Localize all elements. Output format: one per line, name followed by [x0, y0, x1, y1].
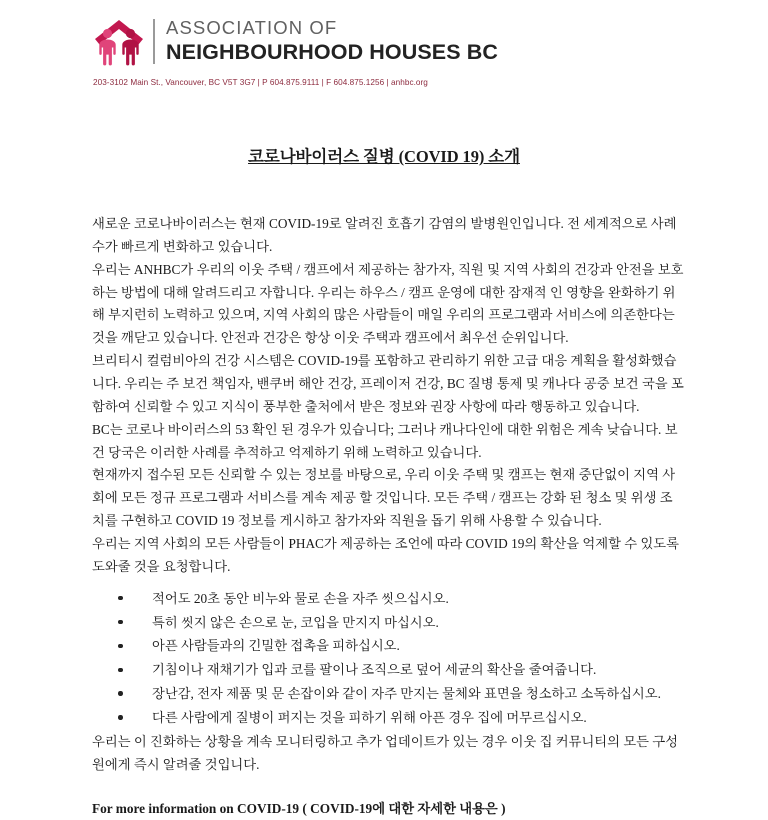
paragraph: 우리는 ANHBC가 우리의 이웃 주택 / 캠프에서 제공하는 참가자, 직원 및 지역 사회의 건강과 안전을 보호하는 방법에 대해 알려드리고 자합니다. 우리는 하우스 / 캠프 운영에 대한 잠재적 인 영향을 완화하기 위해 부지런히 노력하고 있으며, 지역 사회의 많은 사람들이 매일 우리의 프로그램과 서비스에 의존한다는 것을 깨닫고 있습니다. 안전과 건강은 항상 이웃 주택과 캠프에서 최우선 순위입니다. [92, 261, 684, 346]
page-title: 코로나바이러스 질병 (COVID 19) 소개 [248, 147, 520, 166]
closing-paragraph: 우리는 이 진화하는 상황을 계속 모니터링하고 추가 업데이트가 있는 경우 이웃 집 커뮤니티의 모든 구성원에게 즉시 알려줄 것입니다. [92, 733, 679, 772]
paragraph: BC는 코로나 바이러스의 53 확인 된 경우가 있습니다; 그러나 캐나다인에 대한 위험은 계속 낮습니다. 보건 당국은 이러한 사례를 추적하고 억제하기 위해 노력하고 있습니다. [92, 421, 678, 460]
org-name-line-2: NEIGHBOURHOOD HOUSES BC [166, 39, 498, 64]
paragraph: 새로운 코로나바이러스는 현재 COVID-19로 알려진 호흡기 감염의 발병원인입니다. 전 세계적으로 사례 수가 빠르게 변화하고 있습니다. [92, 216, 677, 254]
bullet-icon [118, 668, 123, 673]
list-item [118, 659, 684, 682]
logo-divider [153, 19, 155, 64]
org-name-line-1: ASSOCIATION OF [166, 17, 338, 38]
paragraph: 현재까지 접수된 모든 신뢰할 수 있는 정보를 바탕으로, 우리 이웃 주택 및 캠프는 현재 중단없이 지역 사회에 모든 정규 프로그램과 서비스를 계속 제공 할 것입니다. 모든 주택 / 캠프는 강화 된 청소 및 위생 조치를 구현하고 COVID 19 정보를 게시하고 참가자와 직원을 돕기 위해 사용할 수 있습니다. [92, 467, 676, 529]
list-item-label: 기침이나 재채기가 입과 코를 팔이나 조직으로 덮어 세균의 확산을 줄여줍니다. [152, 662, 597, 678]
document-body [92, 213, 684, 777]
list-item-label: 장난감, 전자 제품 및 문 손잡이와 같이 자주 만지는 물체와 표면을 청소하고 소독하십시오. [152, 686, 661, 702]
bullet-icon [118, 620, 123, 625]
list-item [118, 588, 684, 611]
contact-info-line: 203-3102 Main St., Vancouver, BC V5T 3G7 | P 604.875.9111 | F 604.875.1256 | anhbc.org [93, 78, 428, 87]
bullet-icon [118, 644, 123, 649]
list-item [118, 635, 684, 658]
list-item-label: 아픈 사람들과의 긴밀한 접촉을 피하십시오. [152, 638, 400, 654]
bullet-icon [118, 596, 123, 601]
list-item-label: 특히 씻지 않은 손으로 눈, 코입을 만지지 마십시오. [152, 614, 439, 630]
prevention-tips-list [92, 588, 684, 730]
paragraph: 브리티시 컬럼비아의 건강 시스템은 COVID-19를 포함하고 관리하기 위한 고급 대응 계획을 활성화했습니다. 우리는 주 보건 책임자, 밴쿠버 해안 건강, 프레이저 건강, BC 질병 통제 및 캐나다 공중 보건 국을 포함하여 신뢰할 수 있고 지식이 풍부한 출처에서 받은 정보와 권장 사항에 따라 행동하고 있습니다. [92, 353, 684, 414]
list-item [118, 707, 684, 730]
list-item-label: 다른 사람에게 질병이 퍼지는 것을 피하기 위해 아픈 경우 집에 머무르십시오. [152, 710, 587, 726]
more-information-note: For more information on COVID-19 ( COVID-19에 대한 자세한 내용은 ) [92, 800, 506, 816]
letterhead [0, 0, 768, 74]
list-item [118, 612, 684, 635]
paragraph: 우리는 지역 사회의 모든 사람들이 PHAC가 제공하는 조언에 따라 COVID 19의 확산을 억제할 수 있도록 도와줄 것을 요청합니다. [92, 536, 679, 574]
bullet-icon [118, 715, 123, 720]
list-item [118, 683, 684, 706]
org-name-block [166, 17, 498, 64]
bullet-icon [118, 691, 123, 696]
list-item-label: 적어도 20초 동안 비누와 물로 손을 자주 씻으십시오. [152, 590, 449, 606]
anhbc-logo-icon [93, 19, 145, 66]
